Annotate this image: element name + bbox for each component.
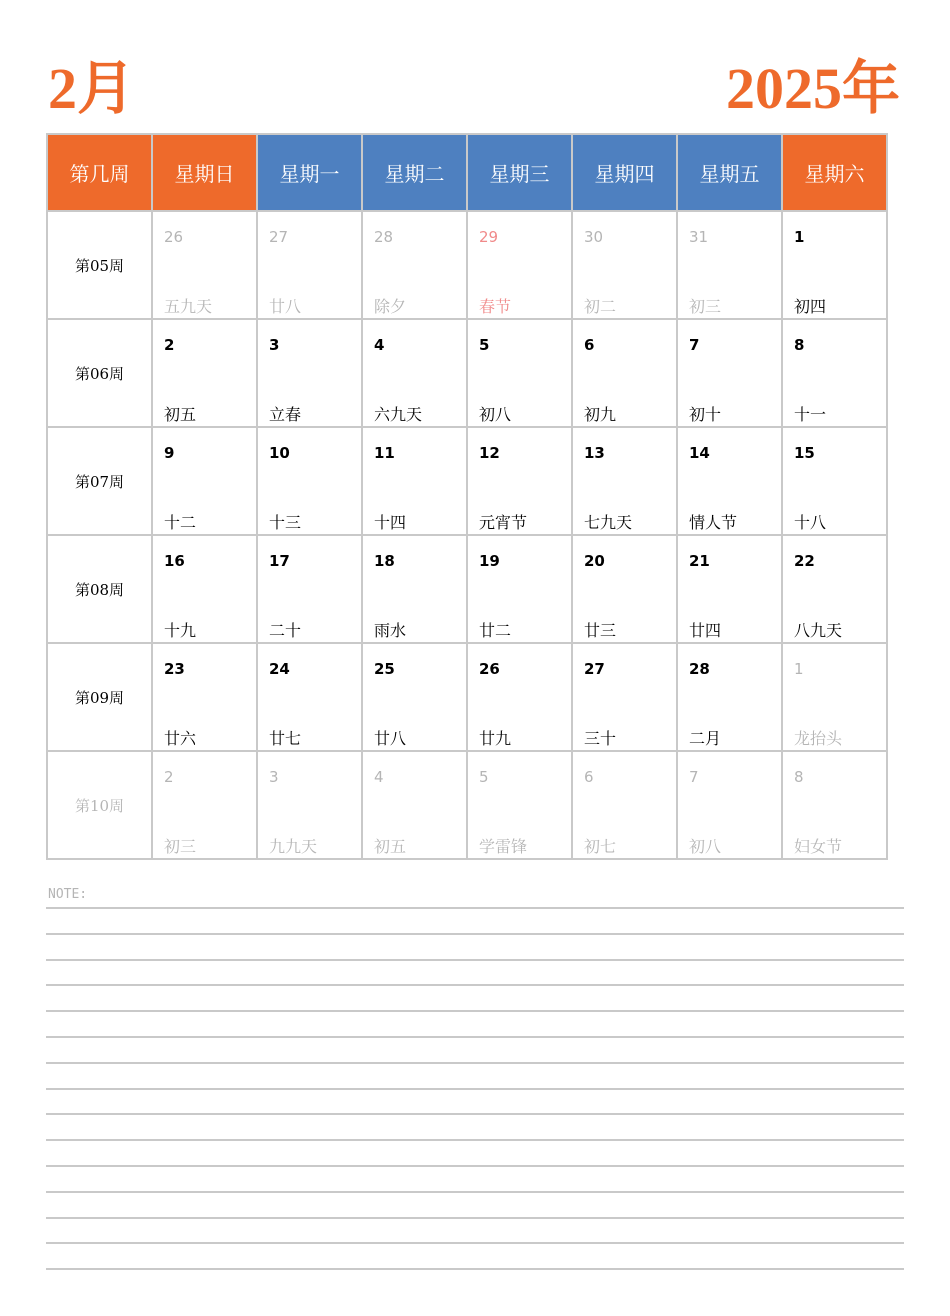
note-line [46, 1268, 904, 1270]
week-number-label: 第09周 [47, 643, 152, 751]
week-row [47, 211, 887, 319]
lunar-date: 二月 [689, 729, 722, 748]
day-cell[interactable] [782, 751, 887, 859]
day-number: 3 [269, 768, 279, 786]
lunar-date: 廿二 [479, 621, 512, 640]
day-number: 26 [164, 228, 184, 246]
lunar-date: 七九天 [584, 513, 633, 532]
day-cell[interactable] [362, 643, 467, 751]
header-weekday: 星期二 [362, 134, 467, 211]
day-number: 5 [479, 768, 489, 786]
day-number: 10 [269, 444, 290, 462]
day-number: 27 [269, 228, 289, 246]
calendar-grid [46, 133, 888, 860]
day-number: 15 [794, 444, 815, 462]
day-cell[interactable] [677, 535, 782, 643]
day-number: 13 [584, 444, 605, 462]
note-line [46, 1165, 904, 1167]
day-cell[interactable] [677, 643, 782, 751]
week-number-label: 第08周 [47, 535, 152, 643]
lunar-date: 学雷锋 [479, 837, 528, 856]
week-number-label: 第07周 [47, 427, 152, 535]
week-row [47, 319, 887, 427]
day-number: 8 [794, 336, 805, 354]
lunar-date: 十八 [794, 513, 827, 532]
day-cell[interactable] [362, 211, 467, 319]
day-cell[interactable] [362, 427, 467, 535]
header-weekday: 星期四 [572, 134, 677, 211]
note-line [46, 1242, 904, 1244]
day-cell[interactable] [152, 535, 257, 643]
day-number: 31 [689, 228, 709, 246]
lunar-date: 初九 [584, 405, 617, 424]
day-number: 8 [794, 768, 804, 786]
day-cell[interactable] [677, 319, 782, 427]
day-number: 28 [374, 228, 394, 246]
lunar-date: 十四 [374, 513, 407, 532]
day-cell[interactable] [782, 535, 887, 643]
day-number: 3 [269, 336, 280, 354]
day-number: 23 [164, 660, 185, 678]
day-number: 1 [794, 660, 804, 678]
week-row [47, 535, 887, 643]
lunar-date: 元宵节 [479, 513, 528, 532]
day-cell[interactable] [257, 211, 362, 319]
lunar-date: 初五 [374, 837, 407, 856]
note-line [46, 907, 904, 909]
day-number: 26 [479, 660, 500, 678]
lunar-date: 龙抬头 [794, 729, 843, 748]
day-cell[interactable] [467, 751, 572, 859]
week-row [47, 643, 887, 751]
day-number: 6 [584, 336, 595, 354]
day-number: 16 [164, 552, 185, 570]
lunar-date: 初八 [689, 837, 722, 856]
note-line [46, 933, 904, 935]
header-weekday: 星期五 [677, 134, 782, 211]
day-number: 25 [374, 660, 395, 678]
header-weekday: 星期一 [257, 134, 362, 211]
day-number: 4 [374, 768, 384, 786]
note-line [46, 984, 904, 986]
lunar-date: 十一 [794, 405, 827, 424]
day-cell[interactable] [782, 319, 887, 427]
day-cell[interactable] [572, 535, 677, 643]
day-number: 30 [584, 228, 604, 246]
lunar-date: 初二 [584, 297, 617, 316]
lunar-date: 廿八 [269, 297, 302, 316]
day-number: 20 [584, 552, 605, 570]
header-weekday: 星期日 [152, 134, 257, 211]
lunar-date: 雨水 [374, 621, 407, 640]
day-cell[interactable] [572, 751, 677, 859]
day-cell[interactable] [572, 211, 677, 319]
day-cell[interactable] [362, 319, 467, 427]
day-number: 14 [689, 444, 710, 462]
week-row [47, 427, 887, 535]
day-number: 24 [269, 660, 290, 678]
month-title: 2月 [48, 56, 136, 121]
lunar-date: 廿四 [689, 621, 722, 640]
week-number-label: 第10周 [47, 751, 152, 859]
day-number: 17 [269, 552, 290, 570]
header-week-number: 第几周 [47, 134, 152, 211]
day-number: 7 [689, 768, 699, 786]
lunar-date: 九九天 [269, 837, 318, 856]
day-cell[interactable] [152, 211, 257, 319]
day-cell[interactable] [467, 319, 572, 427]
lunar-date: 初七 [584, 837, 617, 856]
day-cell[interactable] [152, 319, 257, 427]
day-cell[interactable] [572, 319, 677, 427]
day-number: 1 [794, 228, 805, 246]
day-cell[interactable] [152, 751, 257, 859]
lunar-date: 廿三 [584, 621, 617, 640]
day-number: 22 [794, 552, 815, 570]
lunar-date: 妇女节 [794, 837, 843, 856]
day-cell[interactable] [782, 211, 887, 319]
lunar-date: 初八 [479, 405, 512, 424]
day-number: 5 [479, 336, 490, 354]
day-cell[interactable] [782, 643, 887, 751]
day-number: 12 [479, 444, 500, 462]
day-cell[interactable] [257, 427, 362, 535]
day-cell[interactable] [677, 211, 782, 319]
lunar-date: 廿八 [374, 729, 407, 748]
note-line [46, 959, 904, 961]
day-cell[interactable] [257, 535, 362, 643]
day-cell[interactable] [362, 535, 467, 643]
day-number: 9 [164, 444, 175, 462]
year-title: 2025年 [725, 56, 900, 121]
note-line [46, 1088, 904, 1090]
lunar-date: 三十 [584, 729, 617, 748]
day-cell[interactable] [677, 427, 782, 535]
note-label: NOTE: [48, 887, 88, 902]
day-cell[interactable] [782, 427, 887, 535]
lunar-date: 春节 [479, 297, 512, 316]
lunar-date: 廿九 [479, 729, 512, 748]
note-line [46, 1010, 904, 1012]
lunar-date: 廿七 [269, 729, 302, 748]
lunar-date: 廿六 [164, 729, 197, 748]
lunar-date: 初五 [164, 405, 197, 424]
day-number: 6 [584, 768, 594, 786]
day-number: 11 [374, 444, 395, 462]
day-cell[interactable] [257, 319, 362, 427]
lunar-date: 五九天 [164, 297, 213, 316]
day-number: 2 [164, 336, 175, 354]
day-cell[interactable] [467, 211, 572, 319]
day-number: 4 [374, 336, 385, 354]
note-line [46, 1113, 904, 1115]
day-cell[interactable] [467, 427, 572, 535]
day-cell[interactable] [467, 643, 572, 751]
day-cell[interactable] [257, 751, 362, 859]
day-cell[interactable] [572, 643, 677, 751]
lunar-date: 初三 [689, 297, 722, 316]
note-line [46, 1062, 904, 1064]
lunar-date: 初三 [164, 837, 197, 856]
day-cell[interactable] [572, 427, 677, 535]
lunar-date: 十九 [164, 621, 197, 640]
day-number: 2 [164, 768, 174, 786]
day-number: 18 [374, 552, 395, 570]
header-weekday: 星期三 [467, 134, 572, 211]
lunar-date: 十二 [164, 513, 197, 532]
lunar-date: 二十 [269, 621, 302, 640]
note-line [46, 1036, 904, 1038]
lunar-date: 初四 [794, 297, 827, 316]
day-number: 29 [479, 228, 499, 246]
day-cell[interactable] [467, 535, 572, 643]
lunar-date: 初十 [689, 405, 722, 424]
lunar-date: 立春 [269, 405, 302, 424]
day-cell[interactable] [152, 427, 257, 535]
day-number: 28 [689, 660, 710, 678]
week-number-label: 第06周 [47, 319, 152, 427]
day-number: 7 [689, 336, 700, 354]
weekday-header-row [47, 134, 887, 211]
day-cell[interactable] [677, 751, 782, 859]
lunar-date: 六九天 [374, 405, 423, 424]
note-line [46, 1139, 904, 1141]
day-cell[interactable] [257, 643, 362, 751]
day-cell[interactable] [362, 751, 467, 859]
note-line [46, 1191, 904, 1193]
lunar-date: 八九天 [794, 621, 843, 640]
lunar-date: 十三 [269, 513, 302, 532]
day-number: 27 [584, 660, 605, 678]
day-number: 21 [689, 552, 710, 570]
day-number: 19 [479, 552, 500, 570]
day-cell[interactable] [152, 643, 257, 751]
header-weekday: 星期六 [782, 134, 887, 211]
lunar-date: 除夕 [374, 297, 407, 316]
note-line [46, 1217, 904, 1219]
week-row [47, 751, 887, 859]
lunar-date: 情人节 [689, 513, 738, 532]
week-number-label: 第05周 [47, 211, 152, 319]
